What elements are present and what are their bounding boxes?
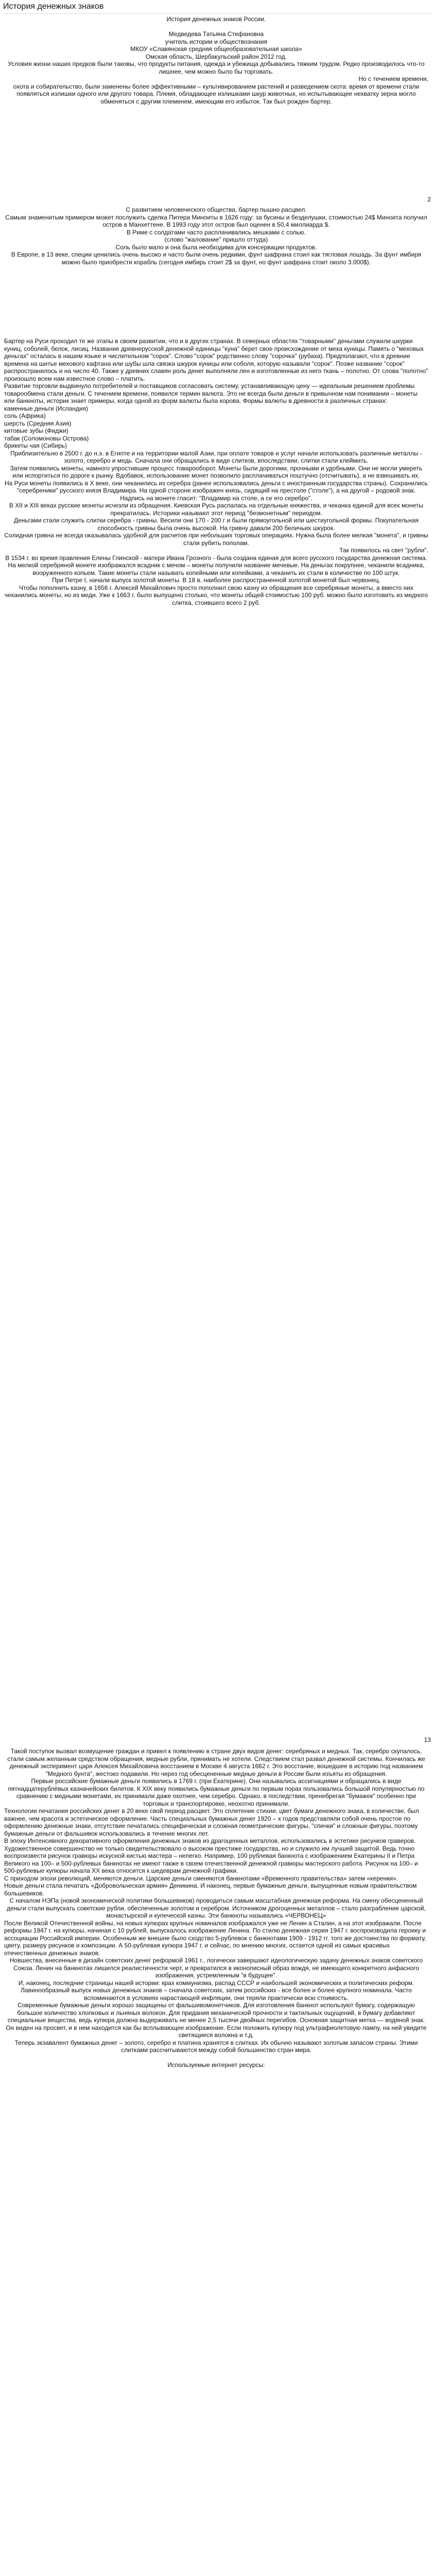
paragraph: соль (Африка) (4, 412, 46, 419)
paragraph: Художественное совершенство не только свидетельствовало о высоком престиже государства, но и служило им лучшей защитой. Ведь точно воспроизвести рисунок гравюры искусной кистью мастера – нелегко. Например, 100 рублевая банкнота с изображением Екатерины II и Петра Великого на 100– и 500-рублевых банкнотах не имеют также в своем отечественной денежной гравюры мастерского работа. Рисунок на 100– и 500-рублевые купюры начала XX века относится к шедеврам денежной графики. (4, 1844, 418, 1874)
paragraph: Затем появились монеты, намного упростившие процесс товарооборот. Монеты были дорогими, прочными и удобными. Они не могли умереть или испортиться по дороге к рынку. Вдобавок, использование монет позволило расплачиваться поштучно (отсчитывать), а не взвешивать их. (10, 464, 423, 479)
paragraph: И, наконец, последние страницы нашей истории: крах коммунизма, распад СССР и наибольшей экономических и политических реформ. Лавинообразный выпуск новых денежных знаков – сначала советских, затем российских - все более и более крупного номинала. Часто вспоминаются в условиях нарастающей инфляции, они теряли практически всю стоимость. (18, 1979, 414, 2002)
paragraph: С началом НЭПа (новой экономической политики большевиков) проводиться самым масштабная денежная реформа. На смену обесцененный деньги стали выпускать советские рубли, обеспеченные золотом и серебром. Источником дрогоценных металлов – стало разграбление царской, монастырской и купеческой казны. Эти банкноты назывались «ЧЕРВОНЕЦ» (7, 1897, 426, 1919)
paragraph: С приходом эпохи революций, меняются деньги. Царские деньги сменяются банкнотами «Временного правительства» затем «керенки». (4, 1874, 398, 1882)
page-number: 13 (424, 1736, 431, 1743)
paragraph: Теперь экзавалент бумажных денег – золото, серебро и платина хранятся в слитках. Их обычно называют золотым запасом страны. Этими слитками рассчитываются между собой большинство стран мира. (14, 2039, 418, 2054)
paragraph: В эпоху Интенсивного декоративного оформления денежных знаков из драгоценных металлов, использовались в эстетике рисунков граверов. (4, 1837, 416, 1844)
paragraph: (слово "жалование" пришло оттуда) (164, 236, 268, 243)
page-2 (4, 206, 428, 266)
paragraph: В XII и XIII веках русские монеты исчезли из обращения. Киевская Русь распалась на отдельные княжества, и чеканка единой для всех монеты прекратилась. Историки называют этот период "безмонетным" периодом. (9, 502, 424, 517)
paragraph: Но с течением времени, (358, 75, 428, 82)
paragraph: Соль было мало и она была необходима для консервации продуктов. (115, 243, 317, 251)
paragraph: брикеты чая (Сибирь) (4, 442, 67, 449)
paragraph: Используемые интернет ресурсы: (167, 2061, 265, 2069)
paragraph: В Риме с солдатами часто расплачивались мешками с солью. (126, 228, 306, 236)
paragraph: Приблизительно в 2500 г. до н.э. в Египте и на территории малой Азии, при оплате товаров и услуг начали использовать различные металлы - золото, серебро и медь. Сначала они обращались в виде слитков, впоследствии, слитки стали клеймить. (10, 449, 422, 464)
page-4 (4, 1748, 428, 2069)
paragraph: табак (Соломоновы Острова) (4, 434, 89, 442)
paragraph: Так появилось на свет "рубли". (339, 547, 428, 554)
paragraph: На Руси монеты появились в X веке, они чеканились из серебра (ранее использовались деньги с иностранным государства страны). Сохранились "серебреники" русского князя Владимира. На одной стороне изображен князь, сидящий на престоле ("столе"), а на другой – родовой знак. Надпись на монете гласит: "Владимир на столе, а се его серебро". (4, 479, 428, 502)
paragraph: Условия жизни наших предков были таковы, что продукты питания, одежда и убежища добывались тяжким трудом. Редко производилось что-то лишнее, чем можно было бы торговать. (8, 60, 425, 75)
paragraph: С развитием человеческого общества, бартер пышно расцвел. (126, 206, 307, 213)
paragraph: После Великой Отечественной войны, на новых купюрах крупных номиналов изображался уже не Ленин а Сталин, а на этот изображали. После реформы 1947 г. на купюры, начиная с 10 рублей, выпускалось изображение Ленина. По стилю денежная серия 1947 г. воспроизводила героику и ассоциации Российской империи. Особенным же внешне было сходство 5-рублевок с банкнотами 1909 - 1912 гг. того же достоинства по формату, цвету, размеру рисунков и композиции. А 50-рублевая купюра 1947 г. и сейчас, по мнению многих, остается одной из самых красивых отечественных денежных знаков. (4, 1919, 426, 1957)
paragraph: шерсть (Средняя Азия) (4, 419, 72, 427)
paragraph: Первые российские бумажные деньги появились в 1769 г. (при Екатерине). Они назывались ассигнациями и обращались в виде пятнадцатерублёвых казначейских билетов. К XIX веку появились бумажные деньги по первым порах пользовались большой популярностью по сравнению с медными монетами, их принимали даже охотнее, чем серебро. Однако, в последствии, пренебрегая "бумажек" особенно при торговых и транспортировке, неохотно принимали. (8, 1777, 425, 1807)
page-number: 2 (427, 196, 431, 203)
paragraph: учитель истории и обществознания (165, 38, 268, 45)
paragraph: Развитие торговли выдвинуло потребителей и поставщиков согласовать систему, устанавливающую цену — идеальным решением проблемы товарообмена стали деньги. С течением времени, появился термин валюта. Это не всегда были деньги в привычном нам понимании – монеты или банкноты, историк знает примеры, когда одной из форм валюты была корова. Формы валюты в древности в различных странах: (4, 382, 418, 404)
paragraph: Медведева Татьяна Стефановна (168, 30, 264, 38)
paragraph: МКОУ «Славянская средняя общеобразовательная школа» (130, 45, 302, 53)
paragraph: Технологии печатания российских денег в 20 веке свой период расцвет. Это сплетение стихии, цвет бумаги денежного знака, в количестве, был важнее, чем красота и эстетическое оформление. Часть специальных бумажных денег 1920 – х годов представляли собой очень простое по оформлению денежные знаки, отсутствие печатались специфическая и сложная геометрические фигуры, "спички" и сложные фигуры, поэтому бумажные деньги от фальшивок использовались в течение многих лет. (4, 1807, 420, 1837)
paragraph: Такой поступок вызвал возмущение граждан и привел к появлению в стране двух видов денег: серебряных и медных. Так, серебро скупалось, стали самым желанным средством обращения, медные рубли, принимать не хотели. Следствием стал развал денежной системы. Кончилась же денежный эксперимент царя Алексея Михайловича восстанием в Москве 4 августа 1662 г. Это восстание, вошедшее в историю под названием "Медного бунта", жестоко подавили. Но через год обесцененные медные деньги в России были изъяты из обращения. (7, 1748, 425, 1777)
paragraph: охота и собирательство, были заменены более эффективными – культивированием растений и разведением скота: время от времени стали появляться излишки одного или другого товара. Племя, обладающее излишками шкур животных, но испытывающее нехватку зерна могло обменяться с другим племенем, имеющим его избыток. Так был рожден бартер. (13, 82, 420, 105)
paragraph: В 1534 г. во время правления Елены Глинской - матери Ивана Грозного - была создана единая для всего русского государства денежная система. На мелкой серебряной монете изображался всадник с мечом – монеты получили название мечевые. На деньгах покрупнее, чеканили всадника, вооруженного копьем. Такие монеты стали называть копейными или копейками, а чеканить их стали в количестве по 100 штук. (5, 554, 427, 577)
paragraph: Новые деньги стала печатать «Добровольческая армия» Деникина. И наконец, первые бумажные деньги, выпущенные новым правительством большевиков. (4, 1882, 417, 1897)
paragraph: Новшества, внесенные в дизайн советских денег реформой 1961 г., логически завершают идеологическую задачу денежных знаков советского Союза. Ленин на банкнотах лишился реалистичности черт, и превратился в иконописный образ вождя, не имеющего конкретного анфасного изображения, устремленным "в будущее". (9, 1957, 423, 1979)
paragraph: При Петре I, начали выпуск золотой монеты. В 18 в. наиболее распространенной золотой монетой был червонец. (52, 577, 380, 584)
paragraph (4, 23, 428, 31)
paragraph: Современные бумажные деньги хорошо защищены от фальшивомонетчиков. Для изготовления банкнот используют бумагу, содержащую большое количество хлопковых и льняных волокон. Для придания механической прочности и тактильных ощущений, в бумагу добавляют специальные вещества, ведь купюра должна выдерживать не менее 2,5 тысячи двойных перегибов. Основная защитная метка — водяной знак. Он виден на просвет, и в нем находится как бы всплывающее изображение. Если положить купюру под ультрафиолетовую лампу, на ней увидите светящиеся волокна и т.д. (6, 2002, 427, 2039)
document-title: История денежных знаков (3, 1, 433, 14)
paragraph: Деньгами стали служить слитки серебра - гривны. Весили они 170 - 200 г и были прямоугольной или шестиугольной формы. Покупательная способность гривны была очень высокой. На гривну давали 200 беличьих шкурок. (13, 517, 418, 532)
paragraph (4, 2054, 428, 2062)
paragraph: каменные деньги (Исландия) (4, 404, 89, 412)
paragraph: Солидная гривна не всегда оказывалась удобной для расчетов при небольших торговых операциях. Нужна была более мелкая "монета", и гривны стали рубить пополам. (4, 532, 428, 547)
paragraph: История денежных знаков России. (166, 15, 266, 23)
paragraph: китовые зубы (Фиджи) (4, 427, 68, 434)
paragraph: В Европе, в 13 веке, специи ценились очень высоко и часто были очень редкими, фунт шафрана стоил как тягловая лошадь. За фунт имбиря можно было приобрести корабль (сегодня имбирь стоит 2$ за фунт, но фунт шафрана стоит около 3.000$). (11, 251, 422, 266)
page-1 (4, 15, 428, 105)
paragraph: Чтобы пополнить казну, в 1656 г. Алексей Михайлович просто пополнил свою казну из обращения все серебряные монеты, а вместо них чеканились монеты, но из меди. Уже к 1663 г. было выпущено столько, что монеты общей стоимостью 100 руб. можно было изготовить из медного слитка, стоившего всего 2 руб. (4, 584, 428, 606)
paragraph: Омская область, Шербакульский район 2012 год. (145, 53, 287, 60)
paragraph: Самым знаменитым примером может послужить сделка Питера Миноиты в 1626 году: за бусины и безделушки, стоимостью 24$ Миноита получил остров в Манхеттене. В 1993 году этот остров был оценен в 50,4 миллиарда $. (5, 213, 427, 228)
page-3 (4, 337, 428, 606)
paragraph: Бартер на Руси проходил те же этапы в своем развитии, что и в других странах. В северных областях "товарными" деньгами служили шкурки куниц, соболей, белок, лисиц. Название древнерусской денежной единицы "куна" берет свое происхождение от меха куницы. Память о "меховых деньгах" осталась в нашем языке и числительном "сорок". Слово "сорок" родственно слову "сорочка" (рубаха). Предполагают, что в древние времена на шитье мехового кафтана или шубы шла связка шкурок куницы или соболя, которую называли "сорок". Позже название "сорок" распространилось и на число 40. Также у древних славян роль денег выполняли лен и изготовленные из него ткань – полотно. От слова "полотно" произошло всем нам известное слово – платить. (4, 337, 428, 382)
